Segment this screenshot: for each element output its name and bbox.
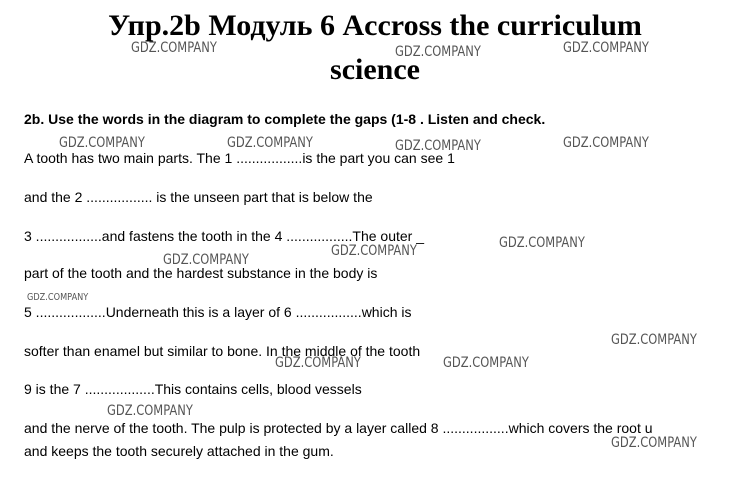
watermark: GDZ.COMPANY: [499, 235, 585, 251]
text-line-4: part of the tooth and the hardest substance in the body is: [24, 265, 378, 281]
watermark: GDZ.COMPANY: [275, 355, 361, 371]
watermark: GDZ.COMPANY: [131, 40, 217, 56]
watermark: GDZ.COMPANY: [163, 252, 249, 268]
watermark: GDZ.COMPANY: [395, 138, 481, 154]
text-line-2: and the 2 ................. is the unseen part that is below the: [24, 189, 373, 205]
exercise-instruction: 2b. Use the words in the diagram to complete the gaps (1-8 . Listen and check.: [24, 111, 546, 127]
text-line-3: 3 .................and fastens the tooth in the 4 .................The outer _: [24, 228, 424, 244]
watermark: GDZ.COMPANY: [107, 403, 193, 419]
watermark: GDZ.COMPANY: [443, 355, 529, 371]
page-title-line-1: Упр.2b Модуль 6 Accross the curriculum: [108, 9, 642, 42]
watermark: GDZ.COMPANY: [227, 135, 313, 151]
text-line-5: 5 ..................Underneath this is a layer of 6 .................which is: [24, 304, 412, 320]
watermark: GDZ.COMPANY: [395, 44, 481, 60]
watermark: GDZ.COMPANY: [563, 135, 649, 151]
text-line-9: and keeps the tooth securely attached in the gum.: [24, 443, 334, 459]
watermark: GDZ.COMPANY: [611, 332, 697, 348]
watermark: GDZ.COMPANY: [59, 135, 145, 151]
watermark: GDZ.COMPANY: [27, 292, 89, 303]
watermark: GDZ.COMPANY: [611, 435, 697, 451]
text-line-1: A tooth has two main parts. The 1 .................is the part you can see 1: [24, 150, 455, 166]
page-title-line-2: science: [330, 53, 420, 86]
text-line-6: softer than enamel but similar to bone. In the middle of the tooth: [24, 343, 421, 359]
text-line-8: and the nerve of the tooth. The pulp is protected by a layer called 8 .................which covers the root u: [24, 420, 653, 436]
text-line-7: 9 is the 7 ..................This contains cells, blood vessels: [24, 381, 362, 397]
watermark: GDZ.COMPANY: [331, 243, 417, 259]
watermark: GDZ.COMPANY: [563, 40, 649, 56]
